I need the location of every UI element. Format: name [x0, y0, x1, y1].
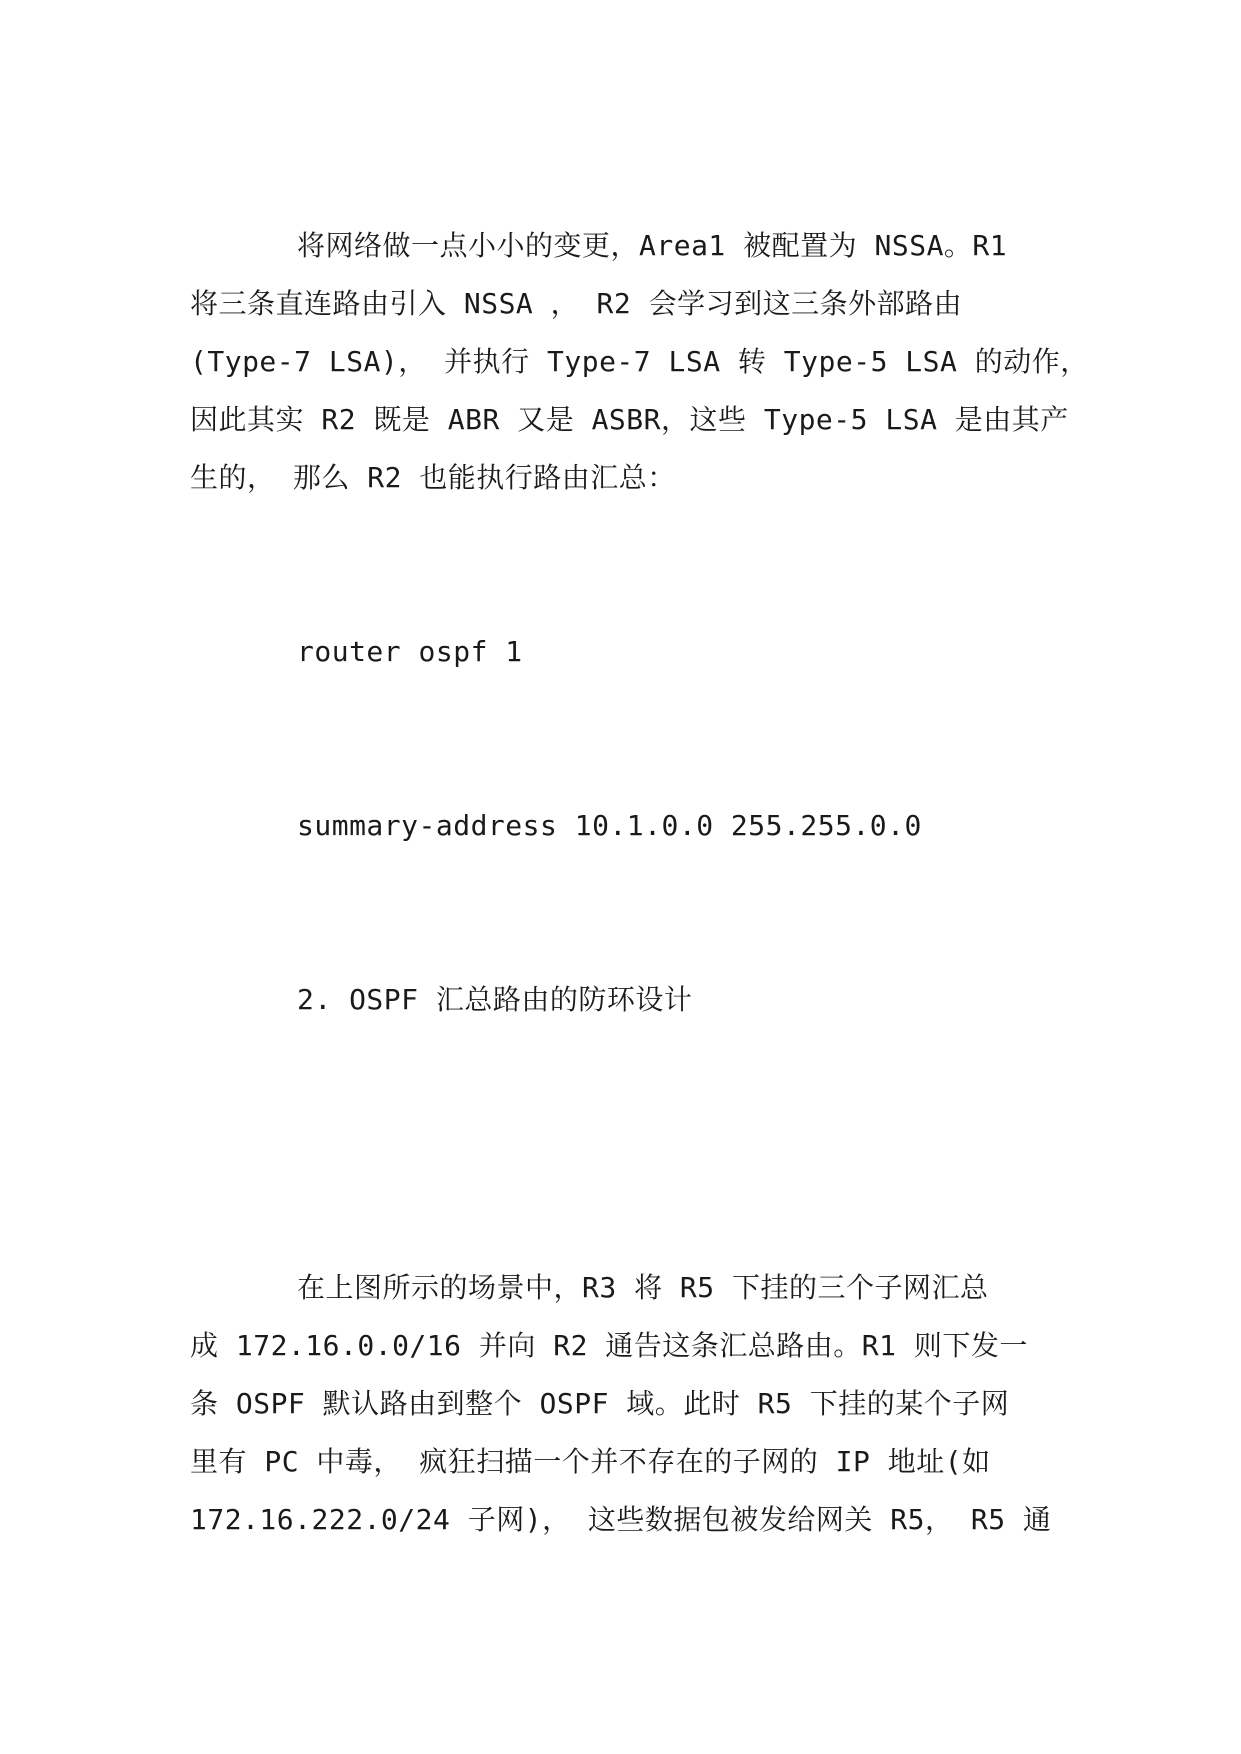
- paragraph1-line-4: 因此其实 R2 既是 ABR 又是 ASBR，这些 Type-5 LSA 是由其产: [190, 403, 1069, 436]
- config-line-summary-address: summary-address 10.1.0.0 255.255.0.0: [297, 809, 922, 842]
- config-line-router-ospf: router ospf 1: [297, 635, 523, 668]
- paragraph1-line-2: 将三条直连路由引入 NSSA ， R2 会学习到这三条外部路由: [190, 287, 963, 320]
- paragraph2-line-1: 在上图所示的场景中，R3 将 R5 下挂的三个子网汇总: [297, 1271, 989, 1304]
- section-heading: 2. OSPF 汇总路由的防环设计: [297, 983, 693, 1016]
- paragraph2-line-4: 里有 PC 中毒， 疯狂扫描一个并不存在的子网的 IP 地址(如: [190, 1445, 991, 1478]
- paragraph1-line-1: 将网络做一点小小的变更，Area1 被配置为 NSSA。R1: [297, 229, 1008, 262]
- paragraph1-line-3: (Type-7 LSA)， 并执行 Type-7 LSA 转 Type-5 LSA 的动作，: [190, 345, 1089, 378]
- paragraph2-line-5: 172.16.222.0/24 子网)， 这些数据包被发给网关 R5， R5 通: [190, 1503, 1052, 1536]
- paragraph2-line-3: 条 OSPF 默认路由到整个 OSPF 域。此时 R5 下挂的某个子网: [190, 1387, 1010, 1420]
- paragraph1-line-5: 生的， 那么 R2 也能执行路由汇总：: [190, 461, 676, 494]
- paragraph2-line-2: 成 172.16.0.0/16 并向 R2 通告这条汇总路由。R1 则下发一: [190, 1329, 1028, 1362]
